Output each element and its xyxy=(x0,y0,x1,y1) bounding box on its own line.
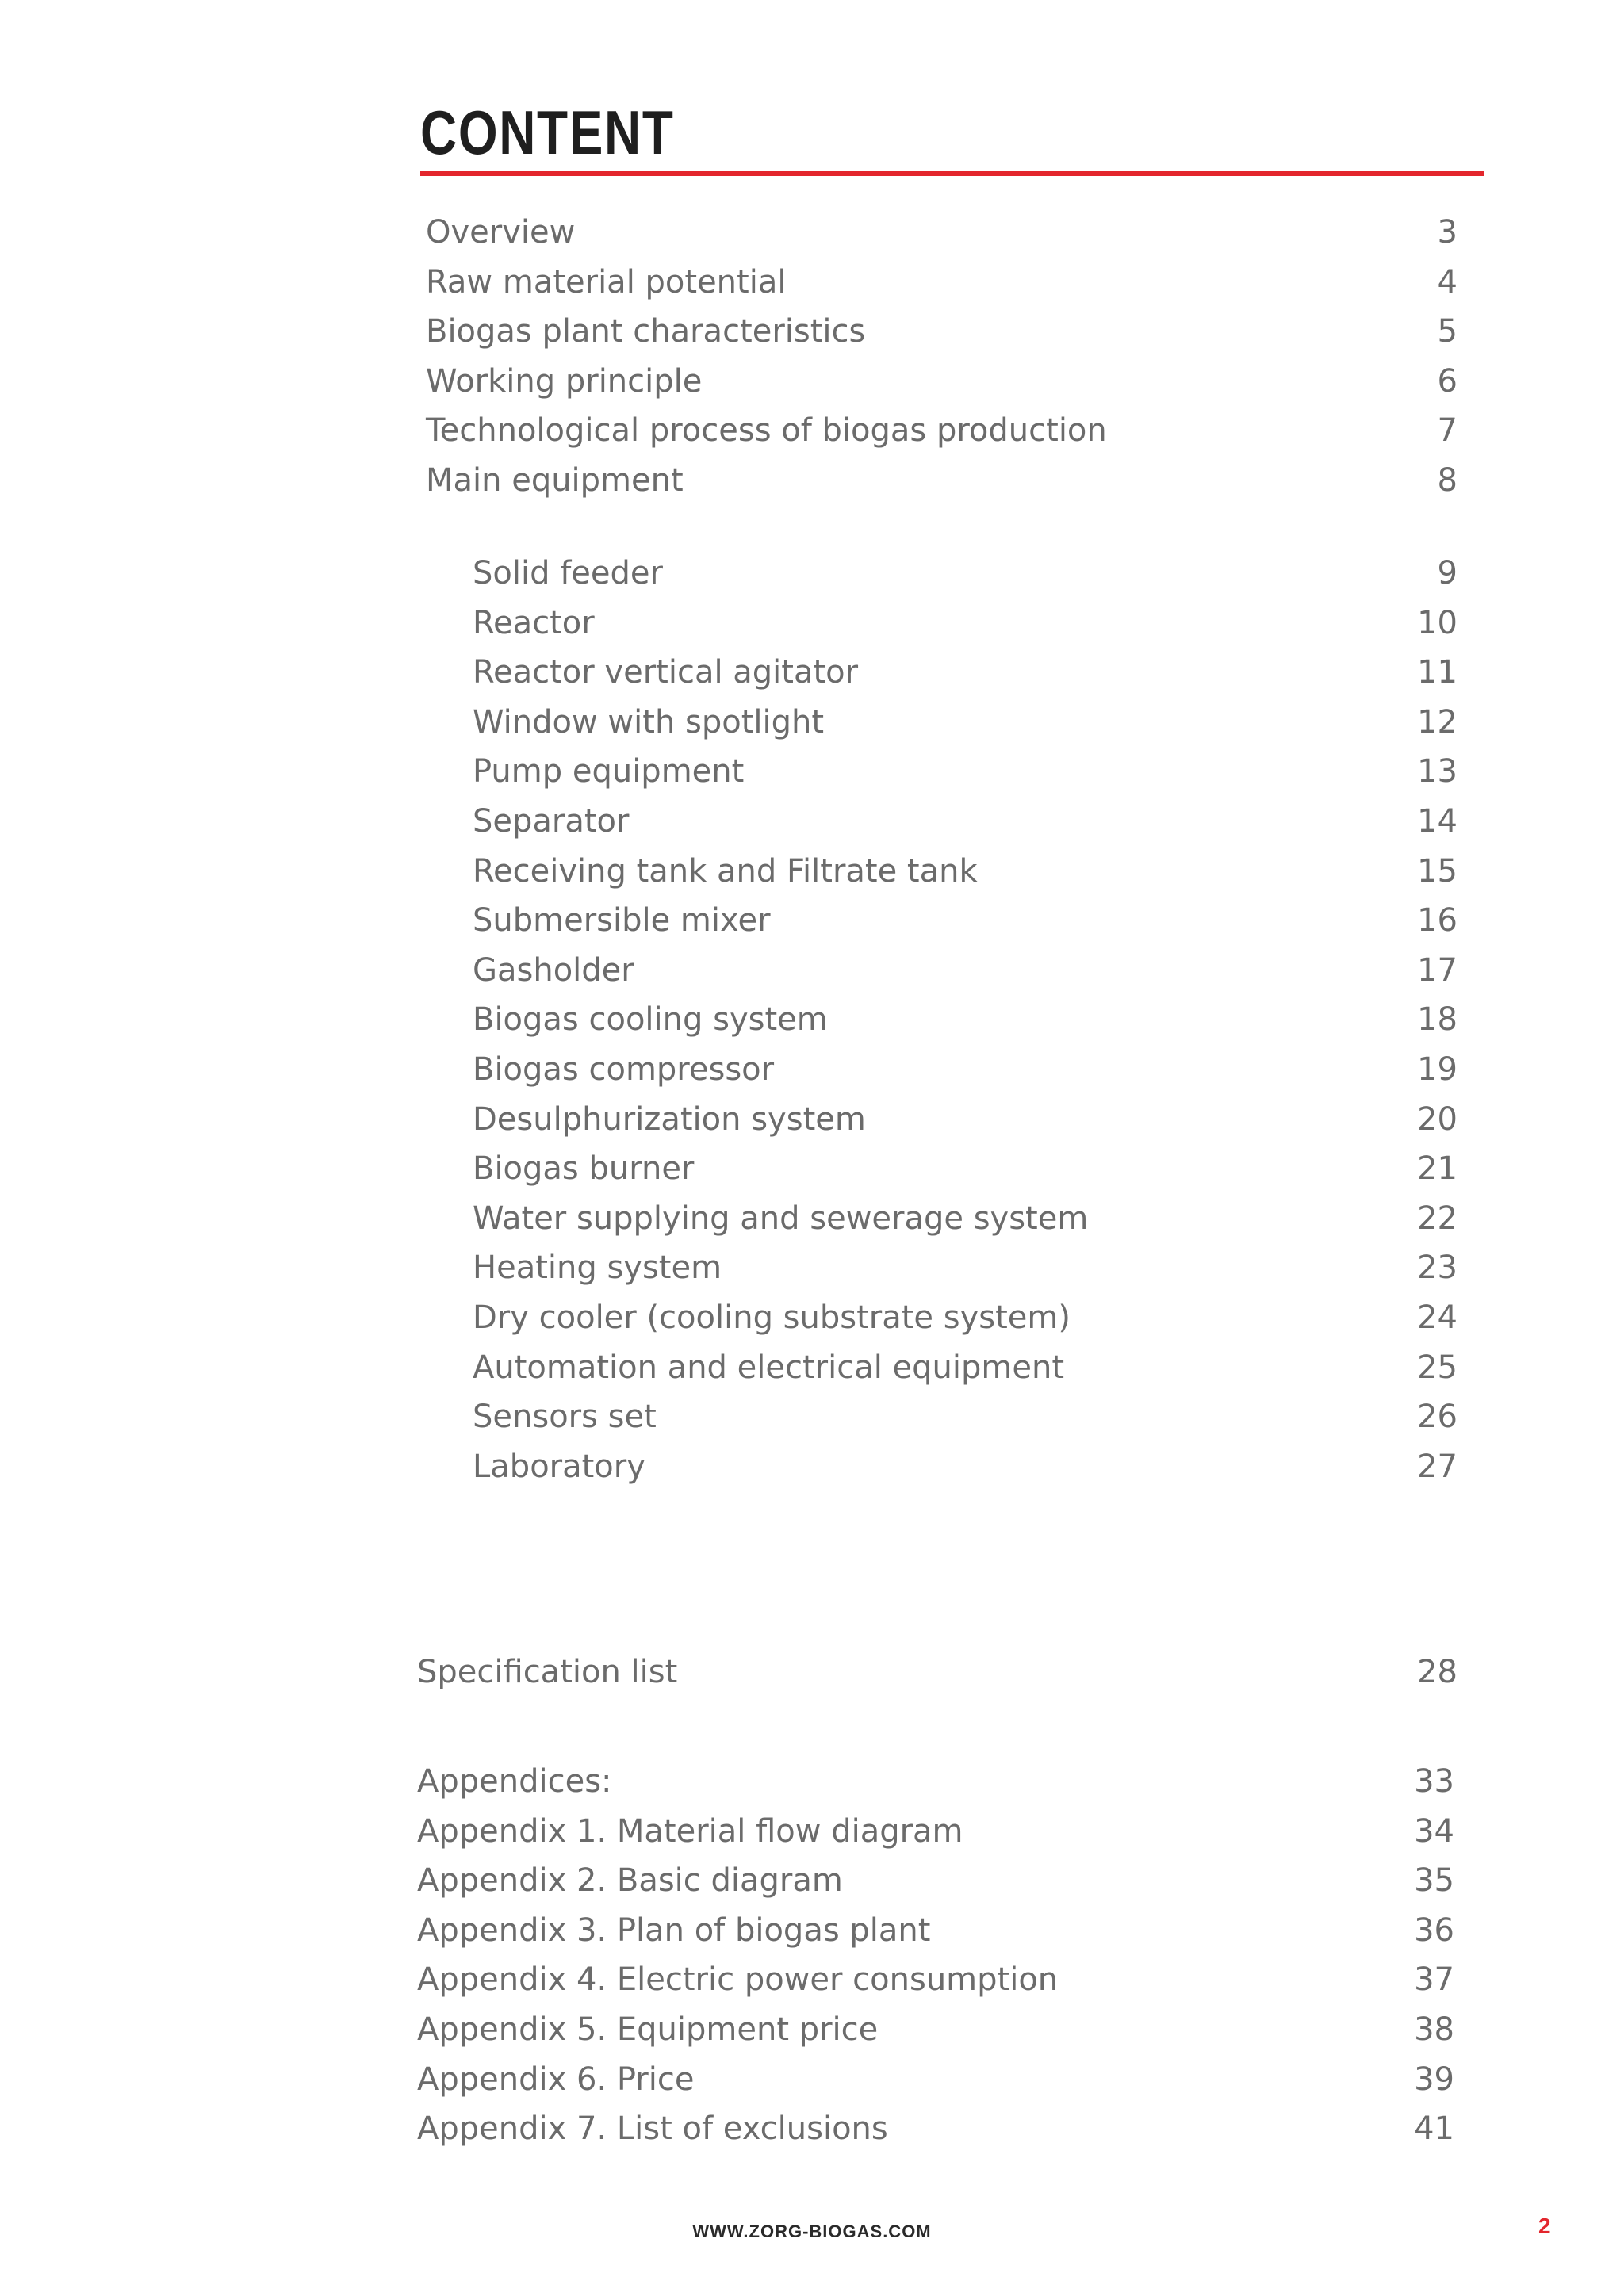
toc-entry-page: 21 xyxy=(1417,1150,1457,1188)
toc-entry[interactable] xyxy=(0,1807,1624,1856)
toc-entry-title: Working principle xyxy=(426,362,703,400)
toc-entry[interactable] xyxy=(0,1392,1624,1441)
toc-entry[interactable] xyxy=(0,2104,1624,2153)
toc-entry-title: Desulphurization system xyxy=(473,1100,866,1138)
toc-entry[interactable] xyxy=(0,1343,1624,1392)
toc-entry-title: Biogas burner xyxy=(473,1150,695,1188)
toc-entry[interactable] xyxy=(0,1647,1624,1697)
toc-entry-page: 24 xyxy=(1417,1299,1457,1336)
toc-entry-page: 25 xyxy=(1417,1349,1457,1386)
toc-entry-page: 6 xyxy=(1437,362,1457,400)
toc-entry[interactable] xyxy=(0,1095,1624,1144)
toc-entry-page: 35 xyxy=(1414,1862,1454,1900)
toc-entry-title: Raw material potential xyxy=(426,263,787,300)
toc-entry-page: 33 xyxy=(1414,1763,1454,1800)
toc-entry-title: Biogas compressor xyxy=(473,1051,775,1088)
toc-entry-title: Main equipment xyxy=(426,462,684,499)
toc-entry[interactable] xyxy=(0,1856,1624,1905)
toc-entry-title: Appendix 5. Equipment price xyxy=(417,2011,879,2048)
toc-entry-title: Appendices: xyxy=(417,1763,612,1800)
toc-entry[interactable] xyxy=(0,258,1624,307)
toc-entry[interactable] xyxy=(0,896,1624,945)
toc-entry-page: 18 xyxy=(1417,1001,1457,1039)
toc-entry-page: 34 xyxy=(1414,1812,1454,1850)
toc-entry[interactable] xyxy=(0,698,1624,747)
toc-entry[interactable] xyxy=(0,357,1624,406)
toc-entry-title: Appendix 2. Basic diagram xyxy=(417,1862,843,1900)
toc-entry-title: Water supplying and sewerage system xyxy=(473,1200,1089,1237)
toc-entry-page: 28 xyxy=(1417,1654,1457,1690)
toc-entry-page: 12 xyxy=(1417,703,1457,740)
toc-entry-title: Heating system xyxy=(473,1249,722,1287)
toc-entry[interactable] xyxy=(0,1144,1624,1193)
toc-entry-page: 20 xyxy=(1417,1100,1457,1138)
toc-entry[interactable] xyxy=(0,1243,1624,1292)
toc-entry-page: 27 xyxy=(1417,1448,1457,1485)
toc-entry[interactable] xyxy=(0,1955,1624,2004)
toc-entry-title: Appendix 7. List of exclusions xyxy=(417,2110,888,2148)
toc-entry[interactable] xyxy=(0,208,1624,257)
toc-entry-page: 23 xyxy=(1417,1249,1457,1287)
toc-entry-title: Specification list xyxy=(417,1654,678,1690)
toc-entry-title: Biogas cooling system xyxy=(473,1001,828,1039)
toc-entry-title: Pump equipment xyxy=(473,753,745,790)
toc-entry[interactable] xyxy=(0,847,1624,896)
toc-entry-title: Gasholder xyxy=(473,951,634,989)
toc-entry-page: 3 xyxy=(1437,214,1457,251)
toc-entry-title: Technological process of biogas production xyxy=(426,412,1107,450)
toc-entry-page: 41 xyxy=(1414,2110,1454,2148)
toc-entry-page: 38 xyxy=(1414,2011,1454,2048)
toc-entry-page: 17 xyxy=(1417,951,1457,989)
toc-entry-page: 10 xyxy=(1417,604,1457,641)
toc-entry-title: Sensors set xyxy=(473,1399,657,1436)
toc-entry-page: 39 xyxy=(1414,2061,1454,2098)
footer-page-number: 2 xyxy=(1538,2214,1551,2238)
toc-entry-page: 5 xyxy=(1437,313,1457,350)
toc-entry-title: Dry cooler (cooling substrate system) xyxy=(473,1299,1071,1336)
toc-entry[interactable] xyxy=(0,2055,1624,2104)
toc-entry-title: Submersible mixer xyxy=(473,902,771,939)
toc-entry[interactable] xyxy=(0,995,1624,1044)
toc-entry[interactable] xyxy=(0,1194,1624,1243)
toc-entry-title: Appendix 3. Plan of biogas plant xyxy=(417,1911,931,1949)
toc-entry[interactable] xyxy=(0,1442,1624,1491)
toc-entry[interactable] xyxy=(0,1757,1624,1806)
toc-entry-title: Appendix 1. Material flow diagram xyxy=(417,1812,963,1850)
toc-entry-page: 14 xyxy=(1417,803,1457,840)
toc-entry[interactable] xyxy=(0,406,1624,455)
toc-entry[interactable] xyxy=(0,456,1624,505)
toc-entry-title: Overview xyxy=(426,214,576,251)
toc-entry[interactable] xyxy=(0,946,1624,995)
title-underline xyxy=(420,171,1484,176)
toc-entry-page: 19 xyxy=(1417,1051,1457,1088)
toc-entry-page: 26 xyxy=(1417,1399,1457,1436)
toc-entry-title: Reactor vertical agitator xyxy=(473,654,859,691)
toc-entry[interactable] xyxy=(0,648,1624,697)
toc-entry-page: 15 xyxy=(1417,852,1457,890)
toc-entry-title: Biogas plant characteristics xyxy=(426,313,866,350)
toc-entry-page: 36 xyxy=(1414,1911,1454,1949)
toc-entry-page: 9 xyxy=(1437,555,1457,591)
toc-entry[interactable] xyxy=(0,549,1624,598)
toc-entry[interactable] xyxy=(0,1045,1624,1094)
toc-entry-title: Automation and electrical equipment xyxy=(473,1349,1065,1386)
toc-entry-title: Separator xyxy=(473,803,630,840)
toc-entry-title: Window with spotlight xyxy=(473,703,825,740)
toc-entry-title: Reactor xyxy=(473,604,595,641)
toc-entry-page: 22 xyxy=(1417,1200,1457,1237)
footer-website[interactable]: WWW.ZORG-BIOGAS.COM xyxy=(692,2221,932,2241)
toc-entry[interactable] xyxy=(0,599,1624,648)
toc-entry-title: Receiving tank and Filtrate tank xyxy=(473,852,978,890)
toc-entry[interactable] xyxy=(0,307,1624,356)
toc-entry-page: 13 xyxy=(1417,753,1457,790)
toc-entry-title: Laboratory xyxy=(473,1448,645,1485)
toc-entry-page: 7 xyxy=(1437,412,1457,450)
toc-entry-title: Appendix 6. Price xyxy=(417,2061,695,2098)
toc-entry-page: 4 xyxy=(1437,263,1457,300)
toc-entry[interactable] xyxy=(0,747,1624,796)
toc-entry[interactable] xyxy=(0,797,1624,846)
page-title: CONTENT xyxy=(420,98,675,167)
toc-entry-page: 8 xyxy=(1437,462,1457,499)
toc-entry-page: 11 xyxy=(1417,654,1457,691)
toc-entry-page: 37 xyxy=(1414,1961,1454,1999)
toc-entry-page: 16 xyxy=(1417,902,1457,939)
toc-entry-title: Appendix 4. Electric power consumption xyxy=(417,1961,1059,1999)
toc-entry[interactable] xyxy=(0,1906,1624,1955)
toc-entry[interactable] xyxy=(0,1293,1624,1342)
toc-entry-title: Solid feeder xyxy=(473,555,663,591)
toc-entry[interactable] xyxy=(0,2005,1624,2054)
